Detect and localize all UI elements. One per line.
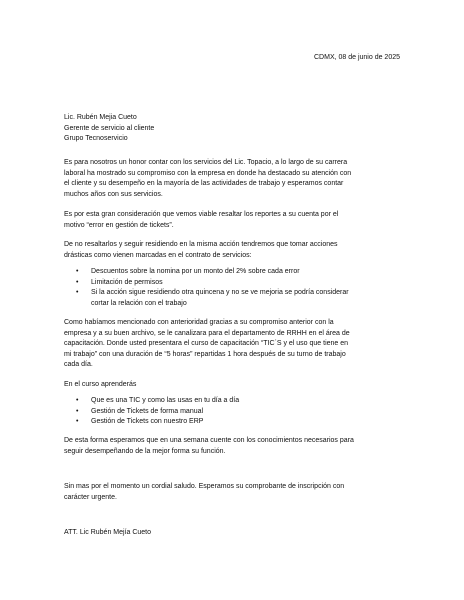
list-item	[64, 417, 404, 428]
bullet-icon: •	[76, 397, 79, 404]
sanctions-list	[64, 267, 404, 309]
text-line: De no resaltarlos y seguir residiendo en la misma acción tendremos que tomar acciones	[64, 241, 338, 248]
paragraph-closing	[64, 482, 404, 503]
letter-date: CDMX, 08 de junio de 2025	[314, 54, 400, 61]
paragraph-training	[64, 318, 404, 371]
text-line: laboral ha mostrado su compromiso con la empresa en donde ha destacado su atención con	[64, 169, 352, 177]
list-item-text: Gestión de Tickets con nuestro ERP	[91, 418, 204, 426]
text-line: Sin mas por el momento un cordial saludo. Esperamos su comprobante de inscripción con	[64, 483, 345, 490]
list-item	[64, 288, 404, 309]
list-item-text: Descuentos sobre la nomina por un monto del 2% sobre cada error	[91, 268, 300, 275]
text-line: Es por esta gran consideración que vemos viable resaltar los reportes a su cuenta por el	[64, 211, 339, 218]
text-line: muchos años con sus servicios.	[64, 190, 163, 198]
text-line: cada día.	[64, 361, 93, 369]
text-line: Es para nosotros un honor contar con los servicios del Lic. Topacio, a lo largo de su carrera	[64, 159, 348, 166]
bullet-icon: •	[76, 278, 79, 286]
course-topics-list	[64, 396, 404, 428]
paragraph-intro	[64, 158, 404, 200]
paragraph-consequences	[64, 240, 404, 261]
text-line: mi trabajo” con una duración de “5 horas” repartidas 1 hora después de su turno de trabajo	[64, 350, 346, 358]
recipient-company: Grupo Tecnoservicio	[64, 135, 128, 143]
text-line: empresa y a su buen archivo, se le canalizara para el departamento de RRHH en el área de	[64, 329, 350, 337]
list-item-text: Si la acción sigue residiendo otra quincena y no se ve mejoria se podría considerar	[91, 289, 349, 297]
paragraph-expectation	[64, 436, 404, 457]
text-line: el cliente y su desempeño en la mayoría de las actividades de trabajo y esperamos contar	[64, 180, 344, 188]
recipient-block	[64, 113, 154, 145]
list-item-text: Gestión de Tickets de forma manual	[91, 407, 204, 415]
list-item	[64, 407, 404, 418]
paragraph-reports	[64, 210, 404, 231]
recipient-name: Lic. Rubén Mejia Cueto	[64, 114, 137, 121]
list-item	[64, 396, 404, 407]
list-item-text: Que es una TIC y como las usas en tu día a día	[91, 397, 240, 404]
list-item	[64, 267, 404, 278]
list-item	[64, 278, 404, 289]
course-intro: En el curso aprenderás	[64, 381, 137, 388]
bullet-icon: •	[76, 268, 79, 275]
recipient-position: Gerente de servicio al cliente	[64, 124, 155, 132]
text-line: capacitación. Donde usted presentara el curso de capacitación “TIC´S y el uso que tiene en	[64, 340, 349, 348]
list-item-text: cortar la relación con el trabajo	[91, 299, 187, 307]
bullet-icon: •	[76, 407, 79, 415]
text-line: seguir desempeñando de la mejor forma su función.	[64, 447, 226, 455]
text-line: motivo “error en gestión de tickets”.	[64, 221, 174, 229]
bullet-icon: •	[76, 289, 79, 297]
text-line: De esta forma esperamos que en una semana cuente con los conocimientos necesarios para	[64, 437, 354, 444]
list-item-text: Limitación de permisos	[91, 278, 163, 286]
signature: ATT. Lic Rubén Mejía Cueto	[64, 529, 152, 536]
text-line: Como habíamos mencionado con anterioridad gracias a su compromiso anterior con la	[64, 319, 334, 326]
text-line: carácter urgente.	[64, 493, 117, 501]
text-line: drásticas como vienen marcadas en el contrato de servicios:	[64, 251, 252, 259]
bullet-icon: •	[76, 418, 79, 426]
